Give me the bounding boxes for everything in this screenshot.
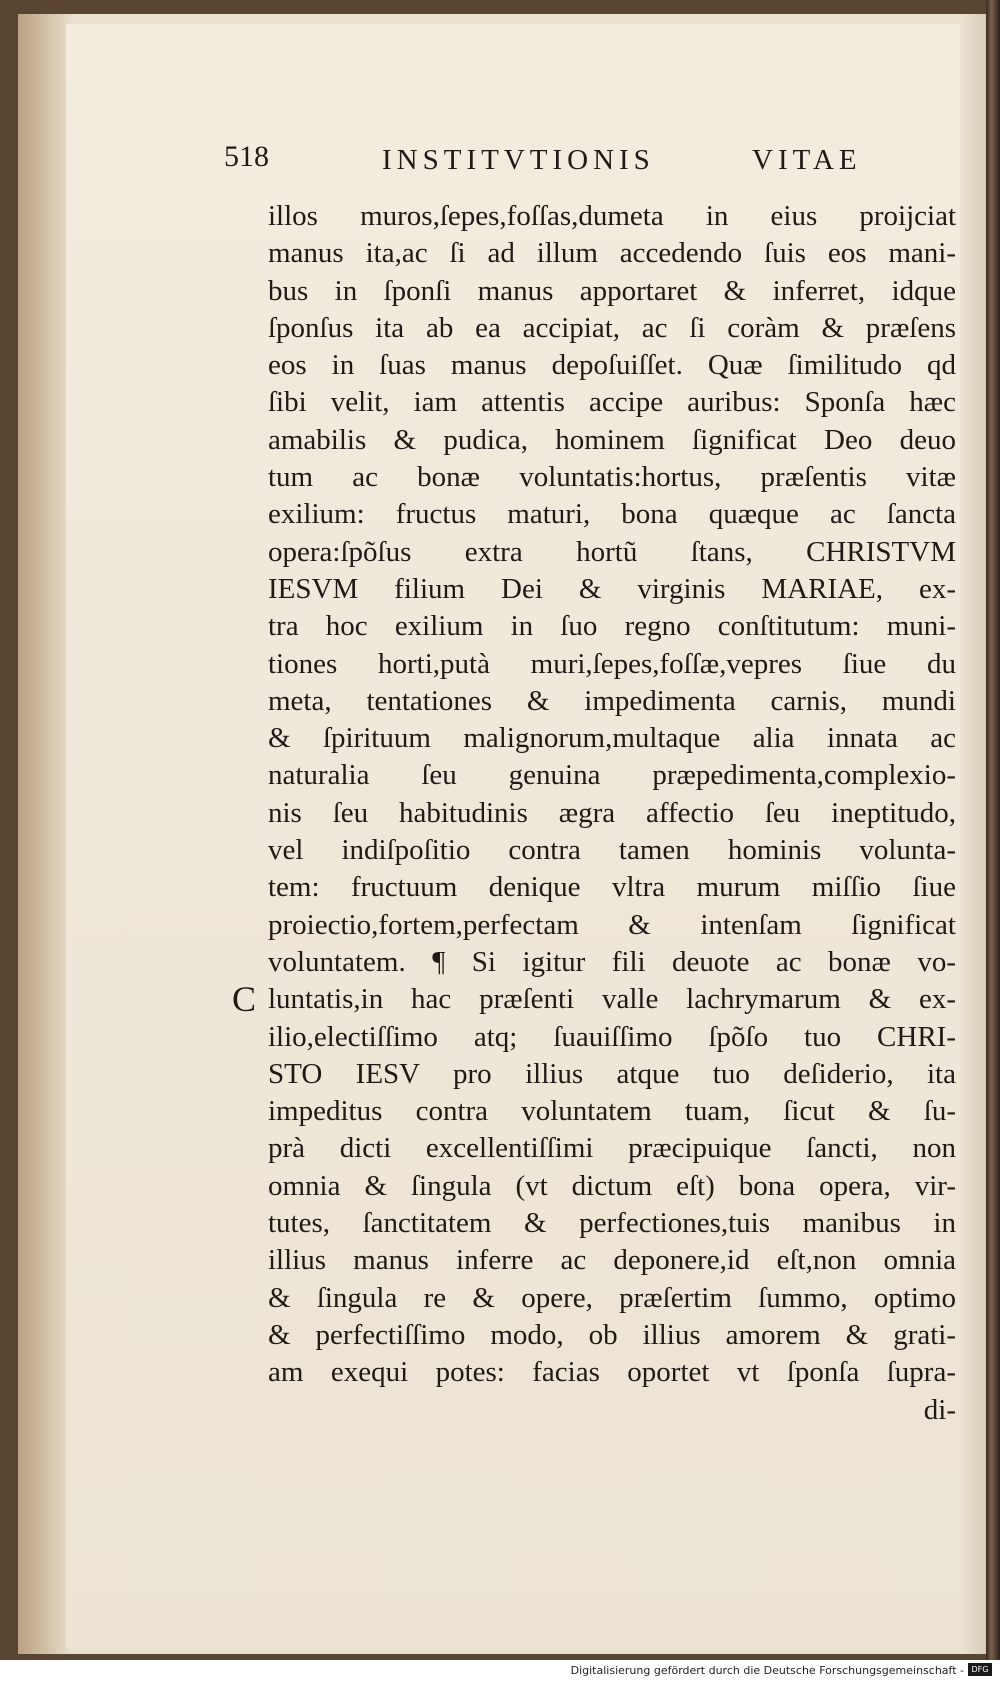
text-line: & ſpirituum malignorum,multaque alia innata ac [268, 722, 956, 755]
page-gutter [18, 14, 73, 1654]
running-head-subtitle: VITAE [752, 144, 862, 176]
text-line: ſponſus ita ab ea accipiat, ac ſi coràm & præſens [268, 311, 956, 344]
text-line: proiectio,fortem,perfectam & intenſam ſignificat [268, 908, 956, 941]
text-line: bus in ſponſi manus apportaret & inferret, idque [268, 274, 956, 307]
text-line: am exequi potes: facias oportet vt ſponſa ſupra- [268, 1356, 956, 1389]
text-line: exilium: fructus maturi, bona quæque ac ſancta [268, 498, 956, 531]
text-line: tutes, ſanctitatem & perfectiones,tuis manibus in [268, 1207, 956, 1240]
text-line: impeditus contra voluntatem tuam, ſicut & ſu- [268, 1095, 956, 1128]
page-number: 518 [224, 140, 269, 173]
text-line: manus ita,ac ſi ad illum accedendo ſuis eos mani- [268, 237, 956, 270]
page-right-margin [960, 14, 986, 1654]
text-line: ſibi velit, iam attentis accipe auribus: Sponſa hæc [268, 386, 956, 419]
text-line: & perfectiſſimo modo, ob illius amorem & grati- [268, 1318, 956, 1351]
text-line: tem: fructuum denique vltra murum miſſio ſiue [268, 871, 956, 904]
text-line: amabilis & pudica, hominem ſignificat Deo deuo [268, 423, 956, 456]
text-line: vel indiſpoſitio contra tamen hominis volunta- [268, 834, 956, 867]
catchword: di- [923, 1393, 956, 1426]
text-line: naturalia ſeu genuina præpedimenta,complexio- [268, 759, 956, 792]
book-edge [986, 0, 1000, 1660]
text-line: opera:ſpõſus extra hortũ ſtans, CHRISTVM [268, 535, 956, 568]
dfg-logo: DFG [968, 1663, 992, 1676]
text-line: ilio,electiſſimo atq; ſuauiſſimo ſpõſo tuo CHRI- [268, 1020, 956, 1053]
running-head-title: INSTITVTIONIS [382, 144, 655, 176]
footer-credit: Digitalisierung gefördert durch die Deutsche Forschungsgemeinschaft - [570, 1664, 964, 1677]
text-line: IESVM filium Dei & virginis MARIAE, ex- [268, 572, 956, 605]
text-line: eos in ſuas manus depoſuiſſet. Quæ ſimilitudo qd [268, 349, 956, 382]
body-text [268, 198, 956, 1429]
margin-section-letter: C [232, 979, 257, 1019]
text-line: illius manus inferre ac deponere,id eſt,non omnia [268, 1244, 956, 1277]
text-line: prà dicti excellentiſſimi præcipuique ſancti, non [268, 1132, 956, 1165]
text-line: & ſingula re & opere, præſertim ſummo, optimo [268, 1281, 956, 1314]
text-line: tiones horti,putà muri,ſepes,foſſæ,vepres ſiue du [268, 647, 956, 680]
text-line: tum ac bonæ voluntatis:hortus, præſentis vitæ [268, 461, 956, 494]
text-line: meta, tentationes & impedimenta carnis, mundi [268, 684, 956, 717]
text-line: STO IESV pro illius atque tuo deſiderio, ita [268, 1057, 956, 1090]
text-line: tra hoc exilium in ſuo regno conſtitutum: muni- [268, 610, 956, 643]
text-line: illos muros,ſepes,foſſas,dumeta in eius proijciat [268, 200, 956, 232]
text-line: luntatis,in hac præſenti valle lachrymarum & ex- [268, 983, 956, 1016]
text-line: voluntatem. ¶ Si igitur fili deuote ac bonæ vo- [268, 945, 956, 978]
text-line: omnia & ſingula (vt dictum eſt) bona opera, vir- [268, 1169, 956, 1202]
text-line: nis ſeu habitudinis ægra affectio ſeu ineptitudo, [268, 796, 956, 829]
